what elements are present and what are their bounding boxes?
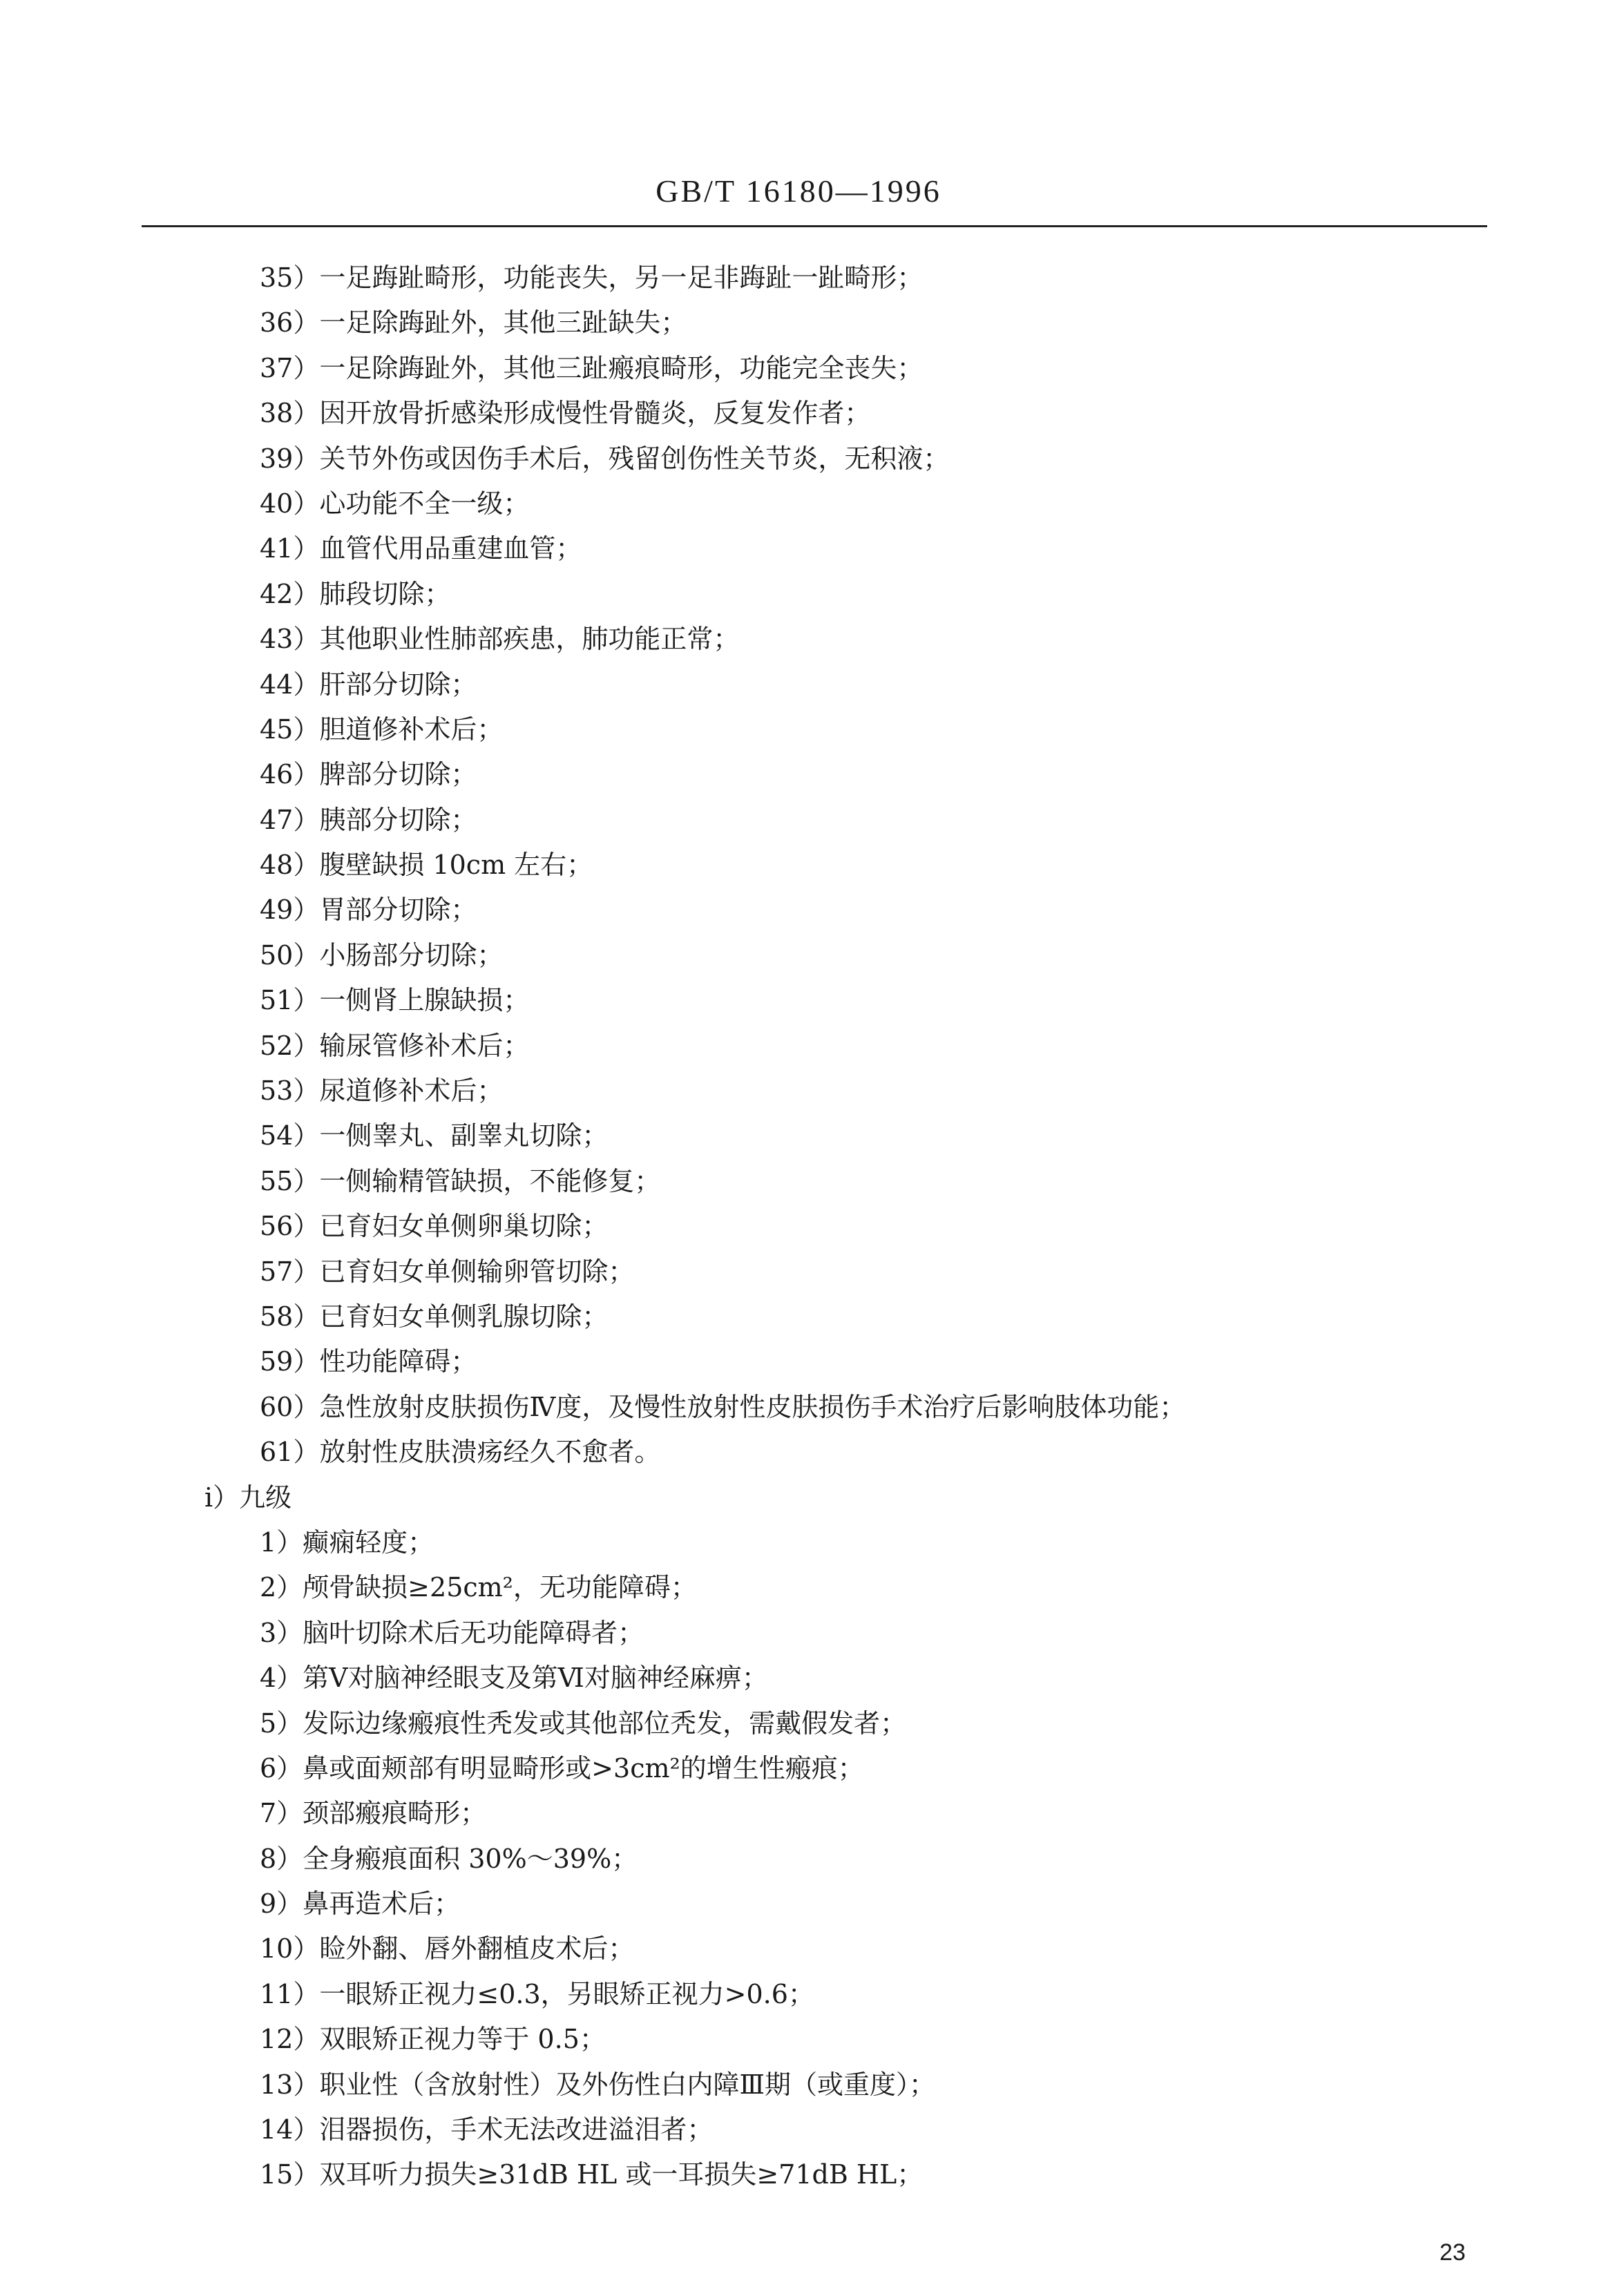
list-item-43: 43）其他职业性肺部疾患，肺功能正常； bbox=[260, 624, 740, 655]
list-item-51: 51）一侧肾上腺缺损； bbox=[260, 985, 530, 1016]
grade9-item-5: 5）发际边缘瘢痕性秃发或其他部位秃发，需戴假发者； bbox=[260, 1707, 907, 1739]
grade9-item-4: 4）第Ⅴ对脑神经眼支及第Ⅵ对脑神经麻痹； bbox=[260, 1663, 768, 1694]
list-item-46: 46）脾部分切除； bbox=[260, 759, 477, 790]
list-item-49: 49）胃部分切除； bbox=[260, 895, 477, 926]
list-item-50: 50）小肠部分切除； bbox=[260, 939, 504, 970]
list-item-40: 40）心功能不全一级； bbox=[260, 488, 530, 519]
list-item-55: 55）一侧输精管缺损，不能修复； bbox=[260, 1165, 661, 1196]
list-item-42: 42）肺段切除； bbox=[260, 578, 451, 609]
list-item-44: 44）肝部分切除； bbox=[260, 669, 477, 700]
grade9-item-7: 7）颈部瘢痕畸形； bbox=[260, 1798, 487, 1829]
grade9-item-9: 9）鼻再造术后； bbox=[260, 1888, 461, 1920]
list-item-47: 47）胰部分切除； bbox=[260, 804, 477, 835]
list-item-36: 36）一足除踇趾外，其他三趾缺失； bbox=[260, 307, 687, 338]
grade9-item-14: 14）泪器损伤，手术无法改进溢泪者； bbox=[260, 2114, 714, 2145]
list-item-53: 53）尿道修补术后； bbox=[260, 1075, 504, 1107]
grade9-item-15: 15）双耳听力损失≥31dB HL 或一耳损失≥71dB HL； bbox=[260, 2159, 924, 2190]
grade9-item-6: 6）鼻或面颊部有明显畸形或>3cm²的增生性瘢痕； bbox=[260, 1752, 864, 1783]
list-item-45: 45）胆道修补术后； bbox=[260, 714, 504, 745]
grade9-item-1: 1）癫痫轻度； bbox=[260, 1527, 434, 1558]
document-body bbox=[0, 256, 1597, 2198]
grade9-item-11: 11）一眼矫正视力≤0.3，另眼矫正视力>0.6； bbox=[260, 1978, 814, 2009]
list-item-37: 37）一足除踇趾外，其他三趾瘢痕畸形，功能完全丧失； bbox=[260, 352, 924, 383]
list-item-59: 59）性功能障碍； bbox=[260, 1346, 477, 1377]
grade9-item-13: 13）职业性（含放射性）及外伤性白内障Ⅲ期（或重度）； bbox=[260, 2069, 936, 2100]
list-item-57: 57）已育妇女单侧输卵管切除； bbox=[260, 1256, 635, 1287]
list-item-60: 60）急性放射皮肤损伤Ⅳ度，及慢性放射性皮肤损伤手术治疗后影响肢体功能； bbox=[260, 1391, 1186, 1422]
grade9-item-10: 10）睑外翻、唇外翻植皮术后； bbox=[260, 1933, 635, 1964]
page-number: 23 bbox=[1440, 2239, 1466, 2266]
list-item-35: 35）一足踇趾畸形，功能丧失，另一足非踇趾一趾畸形； bbox=[260, 262, 924, 293]
list-item-58: 58）已育妇女单侧乳腺切除； bbox=[260, 1301, 609, 1332]
list-item-54: 54）一侧睾丸、副睾丸切除； bbox=[260, 1120, 609, 1151]
header-rule bbox=[142, 225, 1487, 227]
grade9-item-2: 2）颅骨缺损≥25cm²，无功能障碍； bbox=[260, 1572, 697, 1603]
list-item-38: 38）因开放骨折感染形成慢性骨髓炎，反复发作者； bbox=[260, 398, 871, 429]
list-item-41: 41）血管代用品重建血管； bbox=[260, 533, 582, 564]
list-item-48: 48）腹壁缺损 10cm 左右； bbox=[260, 850, 593, 881]
grade9-item-12: 12）双眼矫正视力等于 0.5； bbox=[260, 2024, 606, 2055]
grade9-item-8: 8）全身瘢痕面积 30%～39%； bbox=[260, 1843, 638, 1874]
document-header-title: GB/T 16180—1996 bbox=[656, 173, 941, 209]
section-heading-grade-9: i）九级 bbox=[204, 1482, 292, 1513]
grade9-item-3: 3）脑叶切除术后无功能障碍者； bbox=[260, 1617, 644, 1648]
list-item-52: 52）输尿管修补术后； bbox=[260, 1030, 530, 1061]
list-item-56: 56）已育妇女单侧卵巢切除； bbox=[260, 1211, 609, 1242]
list-item-39: 39）关节外伤或因伤手术后，残留创伤性关节炎，无积液； bbox=[260, 443, 950, 474]
list-item-61: 61）放射性皮肤溃疡经久不愈者。 bbox=[260, 1437, 661, 1468]
